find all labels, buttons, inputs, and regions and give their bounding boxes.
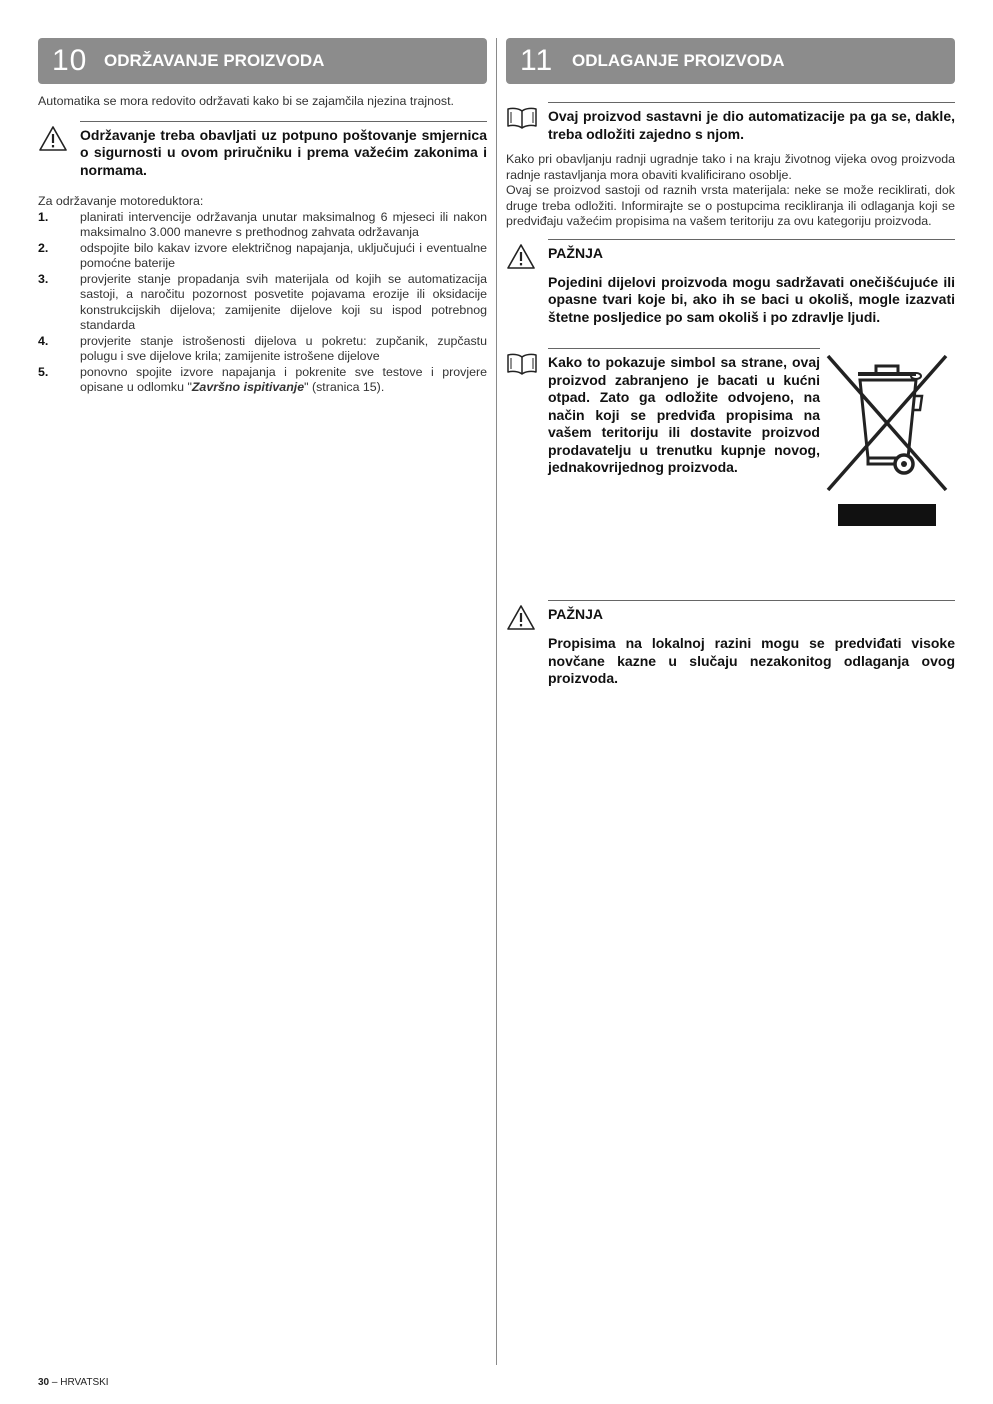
section-11-header [506, 38, 955, 84]
page-footer [38, 1377, 109, 1388]
section-10-number: 10 [52, 44, 88, 77]
language-label: – HRVATSKI [49, 1377, 109, 1388]
disposal-warning-1 [506, 239, 955, 327]
list-item: 4. provjerite stanje istrošenosti dijelova u pokretu: zupčanik, zupčastu polugu i sve dijelove krila; zamijenite istrošene dijelove [38, 333, 487, 363]
disposal-note-1 [506, 102, 955, 143]
section-10-title: ODRŽAVANJE PROIZVODA [104, 51, 325, 70]
disposal-note-2-text: Kako to pokazuje simbol sa strane, ovaj proizvod zabranjeno je bacati u kućni otpad. Zato ga odložite odvojeno, na način koji se predviđa propisima na vašem teritoriju ili dostavite proizvod prodavatelju u trenutku kupnje novog, jednakovrijednog proizvoda. [548, 354, 820, 475]
section-11-title: ODLAGANJE PROIZVODA [572, 51, 785, 70]
section-10-intro: Automatika se mora redovito održavati kako bi se zajamčila njezina trajnost. [38, 94, 454, 108]
disposal-warning-2-title: PAŽNJA [548, 606, 603, 622]
maintenance-steps [38, 210, 487, 396]
final-test-reference: Završno ispitivanje [191, 380, 305, 394]
disposal-warning-2-text: Propisima na lokalnoj razini mogu se predviđati visoke novčane kazne u slučaju nezakonitog odlaganja ovog proizvoda. [548, 635, 955, 686]
warning-triangle-icon [506, 243, 536, 275]
disposal-warning-2 [506, 600, 955, 688]
page-number: 30 [38, 1377, 50, 1388]
list-item: 3. provjerite stanje propadanja svih materijala od kojih se automatizacija sastoji, a naročitu pozornost posvetite pojavama erozije ili oksidacije konstrukcijskih dijelova; zamijenite dijelove koji su ispod potrebnog standarda [38, 271, 487, 332]
section-10-warning-text: Održavanje treba obavljati uz potpuno poštovanje smjernica o sigurnosti u ovom priručniku i prema važećim zakonima i normama. [80, 126, 487, 178]
disposal-paragraph-1: Kako pri obavljanju radnji ugradnje tako i na kraju životnog vijeka ovog proizvoda radnje rastavljanja mora obaviti kvalificirano osoblje. [506, 152, 955, 182]
disposal-paragraph-2: Ovaj se proizvod sastoji od raznih vrsta materijala: neke se može reciklirati, dok druge treba odložiti. Informirajte se o postupcima recikliranja ili odlaganja koji se predviđaju važećim propisima na vašem teritoriju za ovu kategoriju proizvoda. [506, 183, 955, 228]
disposal-note-2 [506, 348, 820, 477]
section-10-warning [38, 121, 487, 180]
disposal-warning-1-text: Pojedini dijelovi proizvoda mogu sadržavati onečišćujuće ili opasne tvari koje bi, ako ih se baci u okoliš, mogle izazvati štetne posljedice po sam okoliš i po zdravlje ljudi. [548, 273, 955, 325]
list-item: 1. planirati intervencije održavanja unutar maksimalnog 6 mjeseci ili nakon maksimalno 3.000 manevre s prethodnog zahvata održavanja [38, 209, 487, 239]
warning-triangle-icon [38, 125, 68, 157]
section-10 [38, 38, 487, 396]
disposal-note-1-text: Ovaj proizvod sastavni je dio automatizacije pa ga se, dakle, treba odložiti zajedno s njom. [548, 108, 955, 142]
section-10-header [38, 38, 487, 84]
maintenance-lead: Za održavanje motoreduktora: [38, 194, 204, 208]
section-11-number: 11 [520, 44, 554, 77]
book-icon [506, 352, 538, 381]
section-11 [506, 38, 955, 688]
book-icon [506, 106, 538, 135]
warning-triangle-icon [506, 604, 536, 636]
disposal-warning-1-title: PAŽNJA [548, 244, 603, 261]
weee-block [506, 348, 955, 608]
list-item: 2. odspojite bilo kakav izvore električnog napajanja, uključujući i eventualne pomoćne baterije [38, 240, 487, 270]
column-divider [496, 38, 497, 1365]
list-item: 5. ponovno spojite izvore napajanja i pokrenite sve testove i provjere opisane u odlomku "Završno ispitivanje" (stranica 15). [38, 364, 487, 394]
crossed-bin-icon [824, 352, 954, 537]
